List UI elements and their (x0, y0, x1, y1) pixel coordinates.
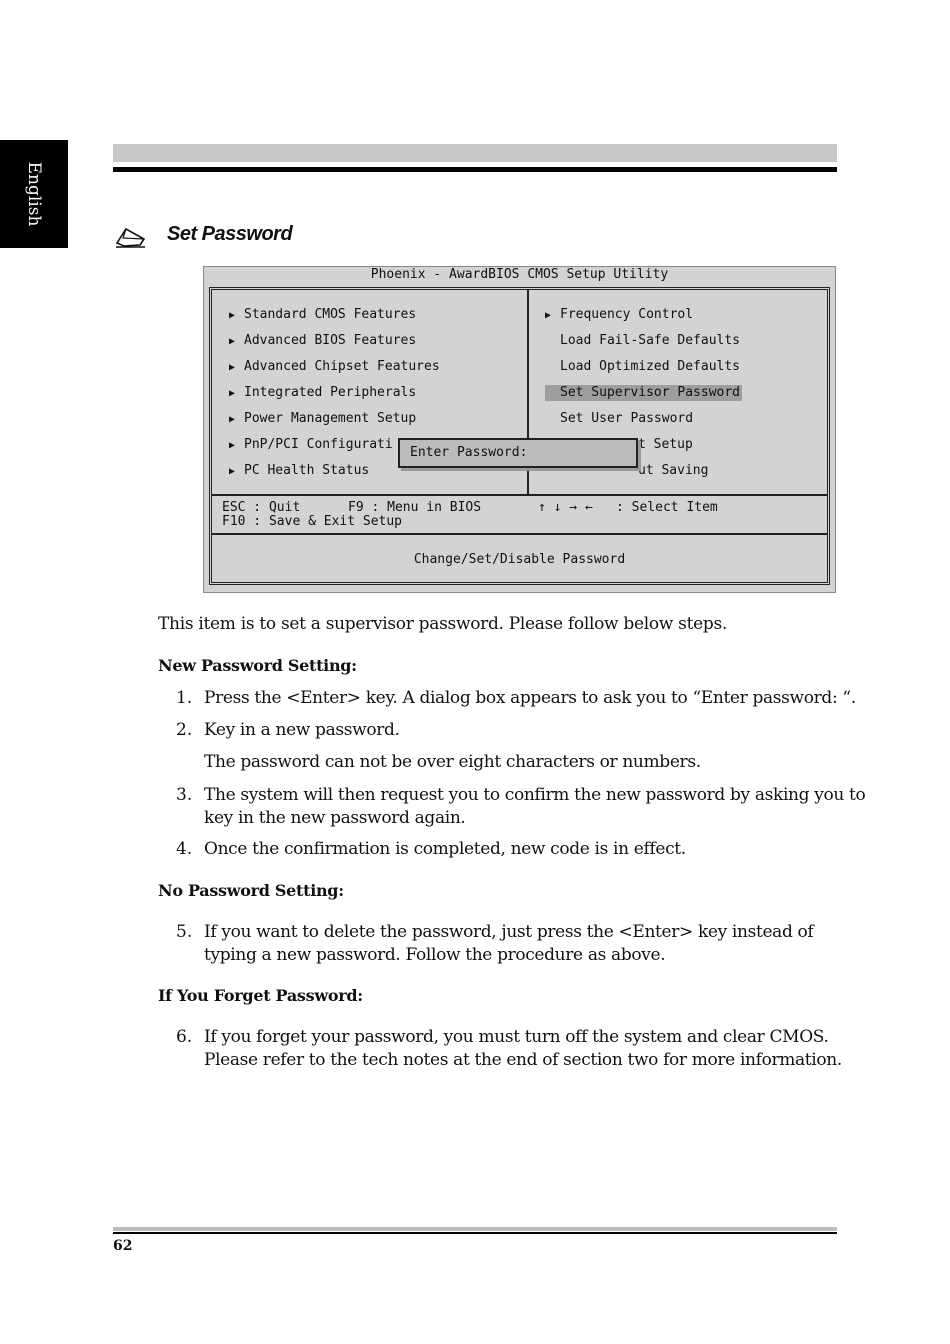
footer-black-rule (113, 1232, 837, 1234)
help-esc-quit: ESC : Quit (222, 500, 301, 515)
no-password-heading: No Password Setting: (158, 881, 344, 900)
pencil-hand-icon (114, 223, 148, 249)
step-text: If you want to delete the password, just press the <Enter> key instead of (204, 922, 814, 942)
bios-menu-set-user-password[interactable]: Set User Password (560, 411, 694, 426)
step-text: Press the <Enter> key. A dialog box appears to ask you to “Enter password: “. (204, 688, 856, 708)
triangle-right-icon: ▶ (229, 388, 236, 399)
step-text: The system will then request you to confirm the new password by asking you to (204, 785, 866, 805)
bios-screenshot (203, 266, 836, 593)
step-text-continued: Please refer to the tech notes at the end of section two for more information. (204, 1050, 842, 1070)
help-select-item: : Select Item (616, 500, 718, 515)
step-number: 3. (176, 785, 193, 805)
step-text: Key in a new password. (204, 720, 400, 740)
page-number: 62 (113, 1238, 133, 1254)
bios-menu-advanced-bios[interactable]: ▶ Advanced BIOS Features (229, 333, 417, 348)
step-text-continued: key in the new password again. (204, 808, 466, 828)
step-number: 5. (176, 922, 193, 942)
triangle-right-icon: ▶ (229, 414, 236, 425)
footer-gray-bar (113, 1227, 837, 1231)
step-number: 2. (176, 720, 193, 740)
bios-menu-exit-without-saving-partial[interactable]: ut Saving (638, 463, 709, 478)
enter-password-dialog[interactable] (398, 438, 638, 468)
bios-menu-load-optimized[interactable]: Load Optimized Defaults (560, 359, 741, 374)
bios-status-line: Change/Set/Disable Password (413, 552, 626, 567)
step-number: 6. (176, 1027, 193, 1047)
bios-status-divider (212, 533, 827, 535)
help-arrow-keys: ↑ ↓ → ← (538, 500, 593, 515)
bios-menu-pc-health[interactable]: ▶ PC Health Status (229, 463, 370, 478)
help-f10-save-exit: F10 : Save & Exit Setup (222, 514, 403, 529)
bios-title: Phoenix - AwardBIOS CMOS Setup Utility (370, 267, 669, 282)
bios-menu-advanced-chipset[interactable]: ▶ Advanced Chipset Features (229, 359, 440, 374)
step-number: 1. (176, 688, 193, 708)
bios-menu-integrated-peripherals[interactable]: ▶ Integrated Peripherals (229, 385, 417, 400)
triangle-right-icon: ▶ (229, 310, 236, 321)
bios-help-divider (212, 494, 827, 496)
language-tab-label: English (24, 161, 44, 227)
header-black-rule (113, 167, 837, 172)
step-text-continued: typing a new password. Follow the procedure as above. (204, 945, 666, 965)
bios-menu-frequency-control[interactable]: ▶ Frequency Control (545, 307, 694, 322)
triangle-right-icon: ▶ (229, 466, 236, 477)
bios-menu-power-management[interactable]: ▶ Power Management Setup (229, 411, 417, 426)
section-title: Set Password (167, 223, 293, 245)
help-f9-menu: F9 : Menu in BIOS (348, 500, 482, 515)
step-text: Once the confirmation is completed, new code is in effect. (204, 839, 686, 859)
triangle-right-icon: ▶ (545, 310, 552, 321)
forget-password-heading: If You Forget Password: (158, 986, 363, 1005)
step-text: If you forget your password, you must turn off the system and clear CMOS. (204, 1027, 829, 1047)
step-number: 4. (176, 839, 193, 859)
language-tab (0, 140, 68, 248)
bios-frame (209, 287, 830, 585)
bios-menu-set-supervisor-password[interactable]: Set Supervisor Password (545, 385, 742, 401)
triangle-right-icon: ▶ (229, 362, 236, 373)
step-note: The password can not be over eight characters or numbers. (204, 752, 701, 772)
bios-menu-save-exit-partial[interactable]: t Setup (638, 437, 693, 452)
enter-password-prompt: Enter Password: (410, 445, 528, 460)
intro-text: This item is to set a supervisor password. Please follow below steps. (158, 614, 727, 634)
bios-menu-standard-cmos[interactable]: ▶ Standard CMOS Features (229, 307, 417, 322)
triangle-right-icon: ▶ (229, 336, 236, 347)
new-password-heading: New Password Setting: (158, 656, 357, 675)
bios-menu-pnp-pci[interactable]: ▶ PnP/PCI Configurati (229, 437, 393, 452)
header-gray-bar (113, 144, 837, 162)
triangle-right-icon: ▶ (229, 440, 236, 451)
bios-menu-load-failsafe[interactable]: Load Fail-Safe Defaults (560, 333, 741, 348)
